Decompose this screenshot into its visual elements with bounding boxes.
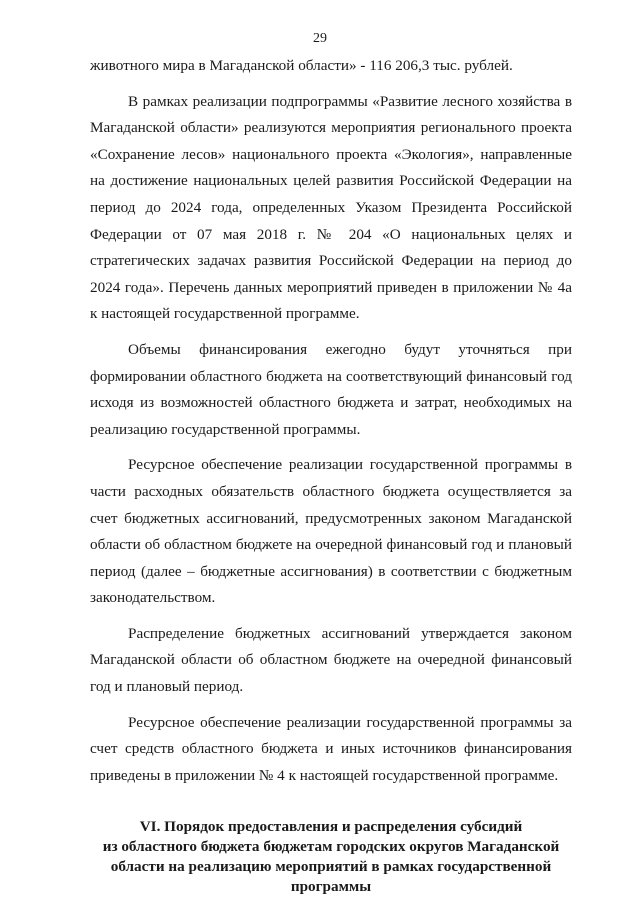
paragraph-2: В рамках реализации подпрограммы «Развитие лесного хозяйства в Магаданской области» реализуются мероприятия регионального проекта «Сохранение лесов» национального проекта «Экология», направленные на достижение национальных целей развития Российской Федерации на период до 2024 года, определенных Указом Президента Российской Федерации от 07 мая 2018 г. № 204 «О национальных целях и стратегических задачах развития Российской Федерации на период до 2024 года». Перечень данных мероприятий приведен в приложении № 4а к настоящей государственной программе. <box>90 92 572 323</box>
paragraph-3: Объемы финансирования ежегодно будут уточняться при формировании областного бюджета на соответствующий финансовый год исходя из возможностей областного бюджета и затрат, необходимых на реализацию государственной программы. <box>90 340 572 438</box>
paragraph-6: Ресурсное обеспечение реализации государственной программы за счет средств областного бюджета и иных источников финансирования приведены в приложении № 4 к настоящей государственной программе. <box>90 713 572 784</box>
document-body <box>90 53 572 897</box>
paragraph-4: Ресурсное обеспечение реализации государственной программы в части расходных обязательств областного бюджета осуществляется за счет бюджетных ассигнований, предусмотренных законом Магаданской области об областном бюджете на очередной финансовый год и плановый период (далее – бюджетные ассигнования) в соответствии с бюджетным законодательством. <box>90 456 572 607</box>
section-heading <box>90 817 572 897</box>
section-heading-line-3: области на реализацию мероприятий в рамках государственной <box>110 858 552 876</box>
paragraph-1: животного мира в Магаданской области» - 116 206,3 тыс. рублей. <box>90 57 513 74</box>
section-heading-line-1: VI. Порядок предоставления и распределения субсидий <box>139 818 523 836</box>
page-number: 29 <box>313 31 327 46</box>
section-heading-line-2: из областного бюджета бюджетам городских округов Магаданской <box>102 838 560 856</box>
paragraph-5: Распределение бюджетных ассигнований утверждается законом Магаданской области об областном бюджете на очередной финансовый год и плановый период. <box>90 624 572 696</box>
section-heading-line-4: программы <box>290 878 372 896</box>
